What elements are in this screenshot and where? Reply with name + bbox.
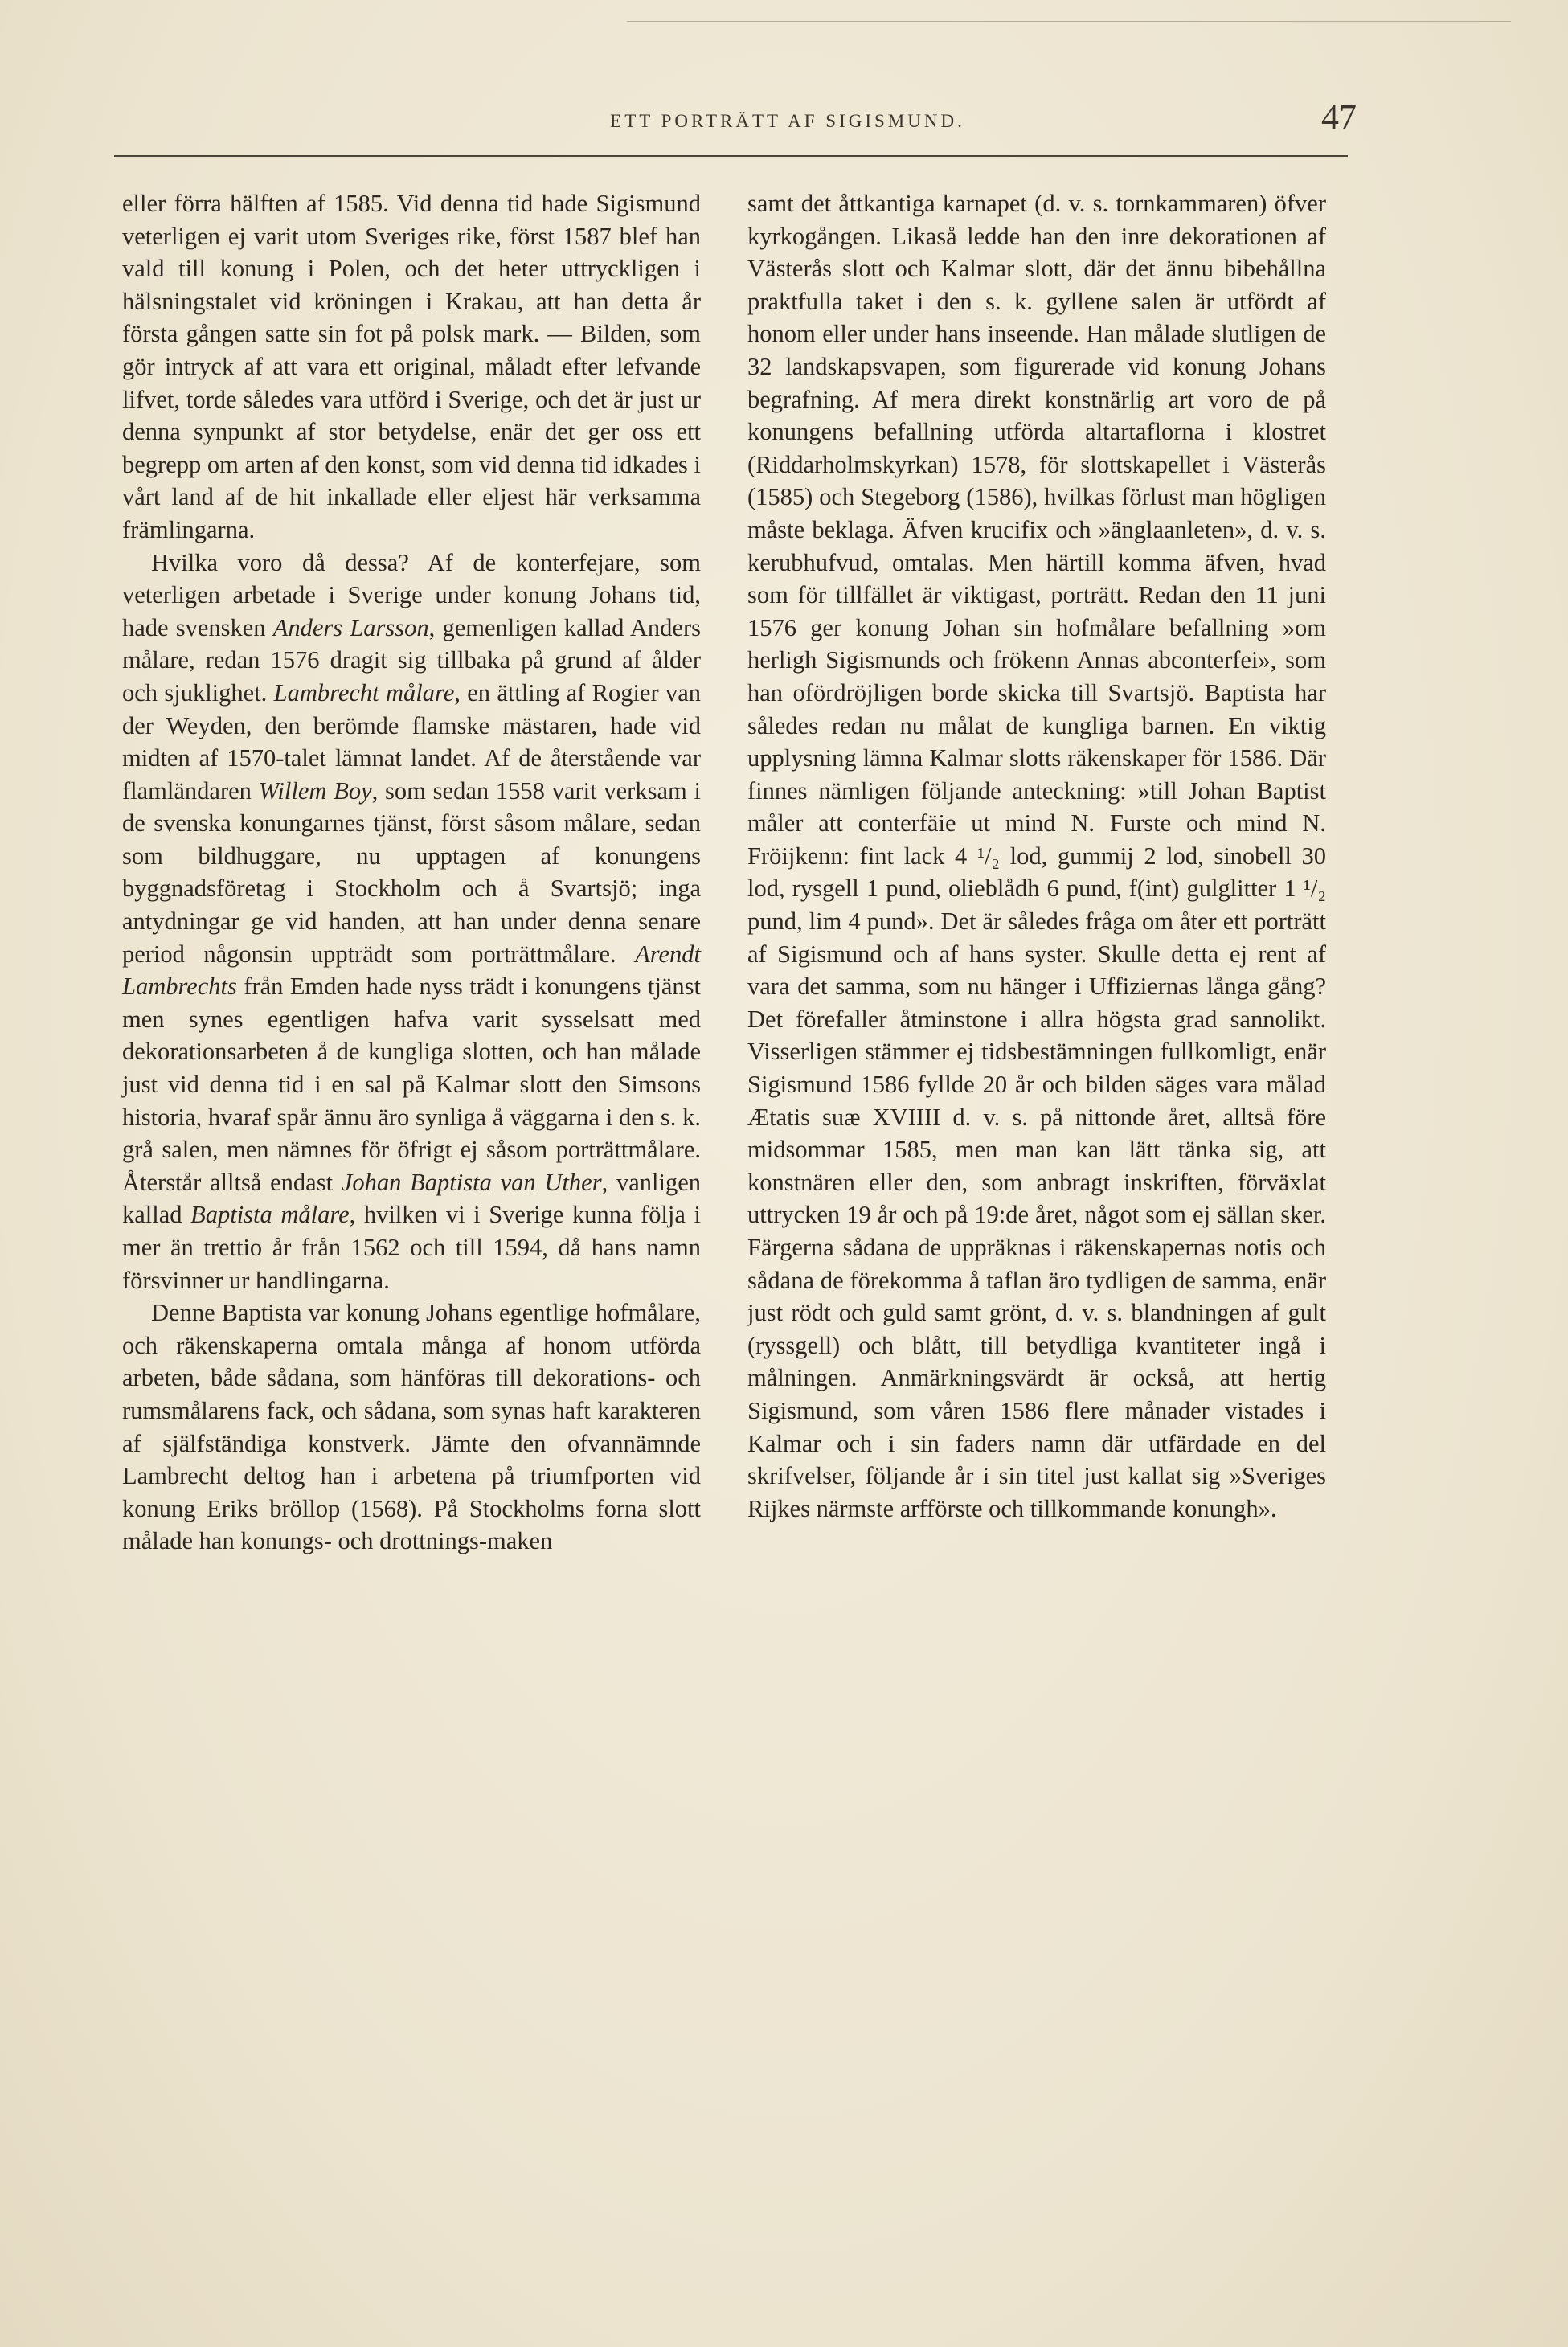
text-run: , hvilken vi i Sverige kunna följa i mer än trettio år från 1562 och till 1594, då hans namn försvinner ur handlingarna. xyxy=(122,1201,701,1294)
text-run: , vanligen kallad xyxy=(122,1168,702,1229)
text-run: Denne Baptista var konung Johans egentlige hofmålare, och räkenskaperna omtala många af honom utförda arbeten, både sådana, som hänföras till dekorations- och rumsmålarens fack, och sådana, som synas haft karakteren af själfständiga konstverk. Jämte den ofvannämnde Lambrecht deltog han i arbetena på triumfporten vid konung Eriks bröllop (1568). På Stockholms forna slott målade han konungs- och drottnings-maken xyxy=(122,1299,701,1555)
text-run: eller förra hälften af 1585. Vid denna tid hade Sigismund veterligen ej varit utom Sveriges rike, först 1587 blef han vald till konung i Polen, och det heter uttryckligen i hälsningstalet vid kröningen i Krakau, att han detta år första gången satte sin fot på polsk mark. — Bilden, som gör intryck af att vara ett original, måladt efter lefvande lifvet, torde således vara utförd i Sverige, och det är just ur denna synpunkt af stor betydelse, enär det ger oss ett begrepp om arten af den konst, som vid denna tid idkades i vårt land af de hit inkallade eller eljest här verksamma främlingarna. xyxy=(122,190,701,543)
right-column xyxy=(747,187,1326,1525)
text-run: samt det åttkantiga karnapet (d. v. s. tornkammaren) öfver kyrkogången. Likaså ledde han den inre dekorationen af Västerås slott och Kalmar slott, där det ännu bibehållna praktfulla taket i den s. k. gyllene salen är utfördt af honom eller under hans inseende. Han målade slutligen de 32 landskapsvapen, som figurerade vid konung Johans begrafning. Af mera direkt konstnärlig art voro de på konungens befallning utförda altartaflorna i klostret (Riddarholmskyrkan) 1578, för slottskapellet i Västerås (1585) och Stegeborg (1586), hvilkas förlust man högligen måste beklaga. Äfven krucifix och »änglaanleten», d. v. s. kerubhufvud, omtalas. Men härtill komma äfven, hvad som för tillfället är viktigast, porträtt. Redan den 11 juni 1576 ger konung Johan sin hofmålare befallning »om herligh Sigismunds och frökenn Annas abconterfei», som han ofördröjligen borde skicka till Svartsjö. Baptista har således redan nu målat de kungliga barnen. En viktig upplysning lämna Kalmar slotts räkenskaper för 1586. Där finnes nämligen följande anteckning: »till Johan Baptist måler att conterfäie ut mind N. Furste och mind N. Fröijkenn: fint lack 4 ¹/₂ lod, gummij 2 lod, sinobell 30 lod, rysgell 1 pund, olieblådh 6 pund, f(int) gulglitter 1 ¹/₂ pund, lim 4 pund». Det är således fråga om åter ett porträtt af Sigismund och af hans syster. Skulle detta ej rent af vara det samma, som nu hänger i Uffiziernas långa gång? Det förefaller åtminstone i allra högsta grad sannolikt. Visserligen stämmer ej tidsbestämningen fullkomligt, enär Sigismund 1586 fyllde 20 år och bilden säges vara målad Ætatis suæ XVIIII d. v. s. på nittonde året, alltså före midsommar 1585, men man kan lätt tänka sig, att konstnären eller den, som anbragt inskriften, förväxlat uttrycken 19 år och på 19:de året, något som ej sällan sker. Färgerna sådana de uppräknas i räkenskapernas notis och sådana de förekomma å taflan äro tydligen de samma, enär just rödt och guld samt grönt, d. v. s. blandningen af gult (ryssgell) och blått, till betydliga kvantiteter ingå i målningen. Anmärkningsvärdt är också, att hertig Sigismund, som våren 1586 flere månader vistades i Kalmar och i sin faders namn där utfärdade en del skrifvelser, följande år i sin titel just kallat sig »Sveriges Rijkes närmste arfförste och tillkommande konungh». xyxy=(747,190,1326,1522)
text-run: , gemenligen kallad Anders målare, redan 1576 dragit sig tillbaka på grund af ålder och sjuklighet. xyxy=(122,613,701,707)
left-column xyxy=(122,187,701,1558)
paragraph xyxy=(122,1296,701,1558)
page-header xyxy=(104,96,1357,153)
text-run: , som sedan 1558 varit verksam i de svenska konungarnes tjänst, först såsom målare, sedan som bildhuggare, nu upptagen af konungens byggnadsföretag i Stockholm och å Svartsjö; inga antydningar ge vid handen, att han under denna senare period någonsin uppträdt som porträttmålare. xyxy=(122,776,701,968)
person-name-italic: Willem Boy xyxy=(258,776,372,805)
text-run: Hvilka voro då dessa? Af de konterfejare, som veterligen arbetade i Sverige under konung Johans tid, hade svensken xyxy=(122,548,701,641)
person-name-italic: Baptista målare xyxy=(190,1201,350,1229)
person-name-italic: Arendt Lambrechts xyxy=(122,940,701,1001)
paragraph xyxy=(122,187,701,547)
text-run: , en ättling af Rogier van der Weyden, den berömde flamske mästaren, hade vid midten af 1570-talet lämnat landet. Af de återstående var flamländaren xyxy=(122,678,701,805)
top-edge-line xyxy=(627,21,1511,22)
text-run: från Emden hade nyss trädt i konungens tjänst men synes egentligen hafva varit sysselsatt med dekorationsarbeten å de kungliga slotten, och han målade just vid denna tid i en sal på Kalmar slott den Simsons historia, hvaraf spår ännu äro synliga å väggarna i den s. k. grå salen, men nämnes för öfrigt ej såsom porträttmålare. Återstår alltså endast xyxy=(122,973,701,1196)
running-title: ETT PORTRÄTT AF SIGISMUND. xyxy=(610,111,965,131)
person-name-italic: Anders Larsson xyxy=(272,613,429,641)
paragraph xyxy=(122,547,701,1297)
header-rule xyxy=(114,155,1348,157)
person-name-italic: Lambrecht målare xyxy=(273,678,455,707)
paragraph xyxy=(747,187,1326,1525)
page-number: 47 xyxy=(1321,97,1357,137)
person-name-italic: Johan Baptista van Uther xyxy=(341,1168,602,1196)
